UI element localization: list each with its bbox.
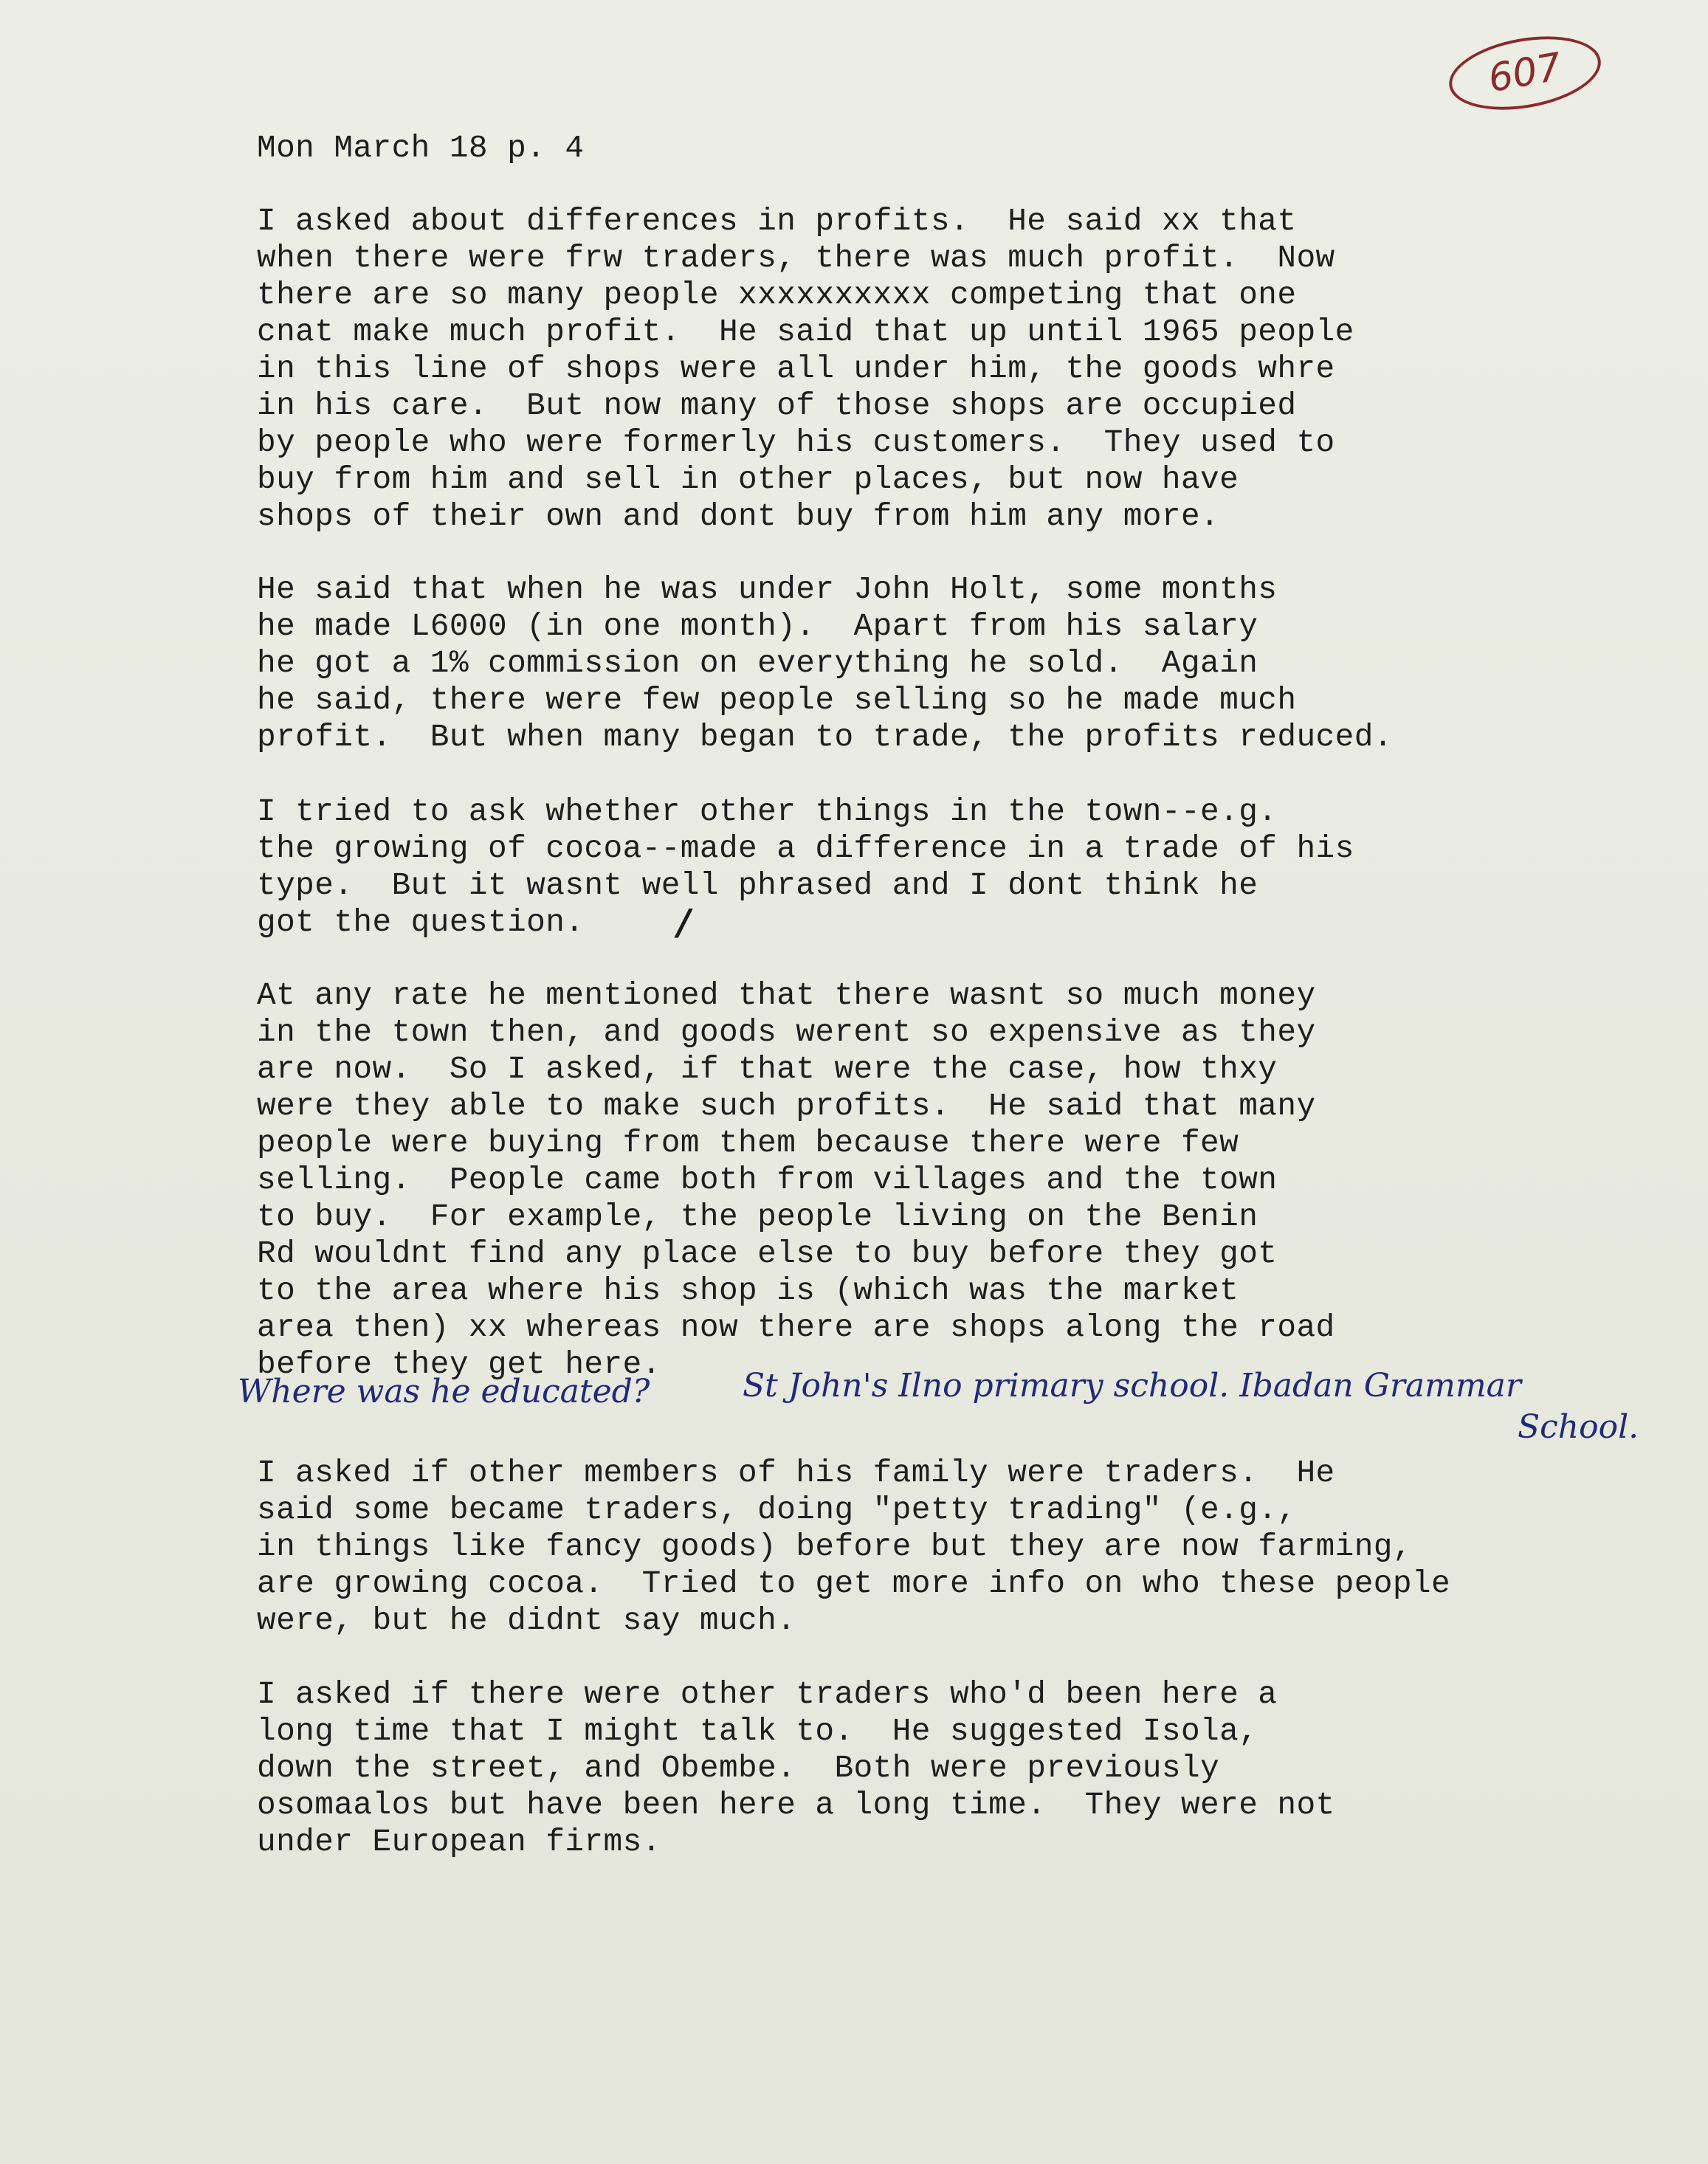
text-line: osomaalos but have been here a long time. They were not: [257, 1787, 1335, 1823]
text-line: cnat make much profit. He said that up until 1965 people: [257, 314, 1354, 350]
text-line: I asked if there were other traders who'd been here a: [257, 1676, 1278, 1712]
text-line: to buy. For example, the people living on the Benin: [257, 1199, 1258, 1235]
paragraph-1: [257, 203, 1354, 535]
text-line: the growing of cocoa--made a difference in a trade of his: [257, 830, 1354, 866]
text-line: type. But it wasnt well phrased and I dont think he: [257, 867, 1258, 903]
text-line: are growing cocoa. Tried to get more info on who these people: [257, 1565, 1451, 1602]
paragraph-2: [257, 571, 1393, 756]
text-line: said some became traders, doing "petty trading" (e.g.,: [257, 1492, 1297, 1528]
paragraph-6: [257, 1676, 1335, 1861]
handwritten-question: Where was he educated?: [238, 1373, 650, 1410]
text-line: I asked about differences in profits. He said xx that: [257, 203, 1297, 239]
text-line: in his care. But now many of those shops are occupied: [257, 387, 1297, 424]
text-line: He said that when he was under John Holt, some months: [257, 571, 1278, 607]
handwritten-mark: /: [678, 902, 691, 943]
text-line: are now. So I asked, if that were the case, how thxy: [257, 1051, 1278, 1087]
handwritten-answer: St John's Ilno primary school. Ibadan Grammar: [743, 1367, 1521, 1405]
text-line: before they get here.: [257, 1346, 661, 1382]
page-number-stamp: 607: [1443, 26, 1606, 121]
text-line: At any rate he mentioned that there wasnt so much money: [257, 977, 1316, 1013]
text-line: by people who were formerly his customers. They used to: [257, 424, 1335, 461]
text-line: profit. But when many began to trade, the profits reduced.: [257, 719, 1393, 755]
text-line: down the street, and Obembe. Both were previously: [257, 1750, 1220, 1786]
text-line: long time that I might talk to. He suggested Isola,: [257, 1713, 1258, 1749]
paragraph-4: [257, 977, 1335, 1383]
text-line: area then) xx whereas now there are shops along the road: [257, 1309, 1335, 1345]
text-line: under European firms.: [257, 1824, 661, 1860]
text-line: there are so many people xxxxxxxxxx competing that one: [257, 277, 1297, 313]
text-line: he made L6000 (in one month). Apart from his salary: [257, 608, 1258, 644]
paragraph-3: [257, 793, 1354, 941]
text-line: I asked if other members of his family were traders. He: [257, 1455, 1335, 1491]
text-line: got the question.: [257, 904, 585, 940]
text-line: to the area where his shop is (which was the market: [257, 1272, 1239, 1309]
text-line: he said, there were few people selling so he made much: [257, 682, 1297, 718]
text-line: selling. People came both from villages and the town: [257, 1162, 1278, 1198]
text-line: in things like fancy goods) before but they are now farming,: [257, 1529, 1412, 1565]
text-line: in the town then, and goods werent so expensive as they: [257, 1014, 1316, 1050]
text-line: in this line of shops were all under him, the goods whre: [257, 351, 1335, 387]
text-line: buy from him and sell in other places, but now have: [257, 461, 1239, 497]
text-line: shops of their own and dont buy from him any more.: [257, 498, 1220, 534]
text-line: Rd wouldnt find any place else to buy before they got: [257, 1236, 1278, 1272]
page-header: Mon March 18 p. 4: [257, 130, 585, 166]
text-line: when there were frw traders, there was much profit. Now: [257, 240, 1335, 276]
text-line: I tried to ask whether other things in the town--e.g.: [257, 793, 1278, 830]
handwritten-answer-continued: School.: [1518, 1408, 1639, 1446]
text-line: were they able to make such profits. He said that many: [257, 1088, 1316, 1124]
text-line: people were buying from them because there were few: [257, 1125, 1239, 1161]
text-line: he got a 1% commission on everything he sold. Again: [257, 645, 1258, 681]
paragraph-5: [257, 1455, 1450, 1639]
text-line: were, but he didnt say much.: [257, 1602, 796, 1638]
